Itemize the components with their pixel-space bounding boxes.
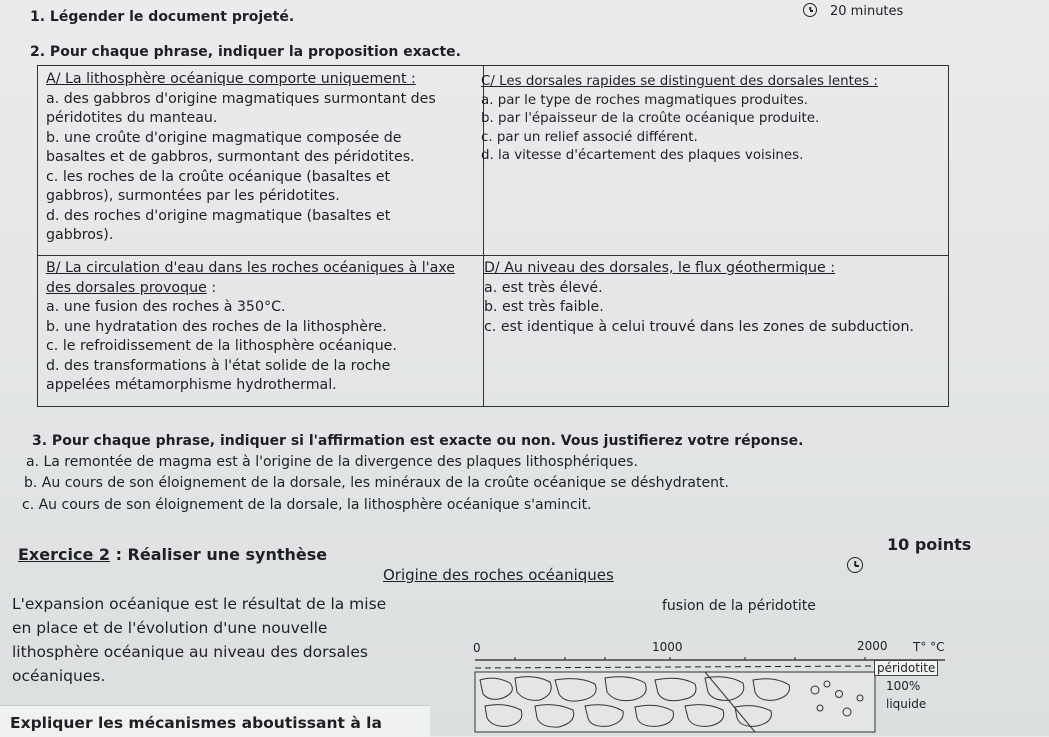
- table-divider-horizontal: [37, 255, 949, 256]
- cell-c-line: b. par l'épaisseur de la croûte océanique produite.: [481, 111, 820, 126]
- cell-b-line: b. une hydratation des roches de la lithosphère.: [46, 318, 387, 335]
- cell-c-line: c. par un relief associé différent.: [481, 129, 698, 145]
- cell-a-line: c. les roches de la croûte océanique (basaltes et: [46, 168, 391, 185]
- cell-b-line: c. le refroidissement de la lithosphère océanique.: [46, 338, 397, 354]
- cell-c-title: C/ Les dorsales rapides se distinguent des dorsales lentes :: [481, 74, 878, 89]
- cell-d-line: c. est identique à celui trouvé dans les zones de subduction.: [484, 318, 914, 335]
- cell-b-line: a. une fusion des roches à 350°C.: [46, 299, 286, 315]
- cell-a-line: b. une croûte d'origine magmatique composée de: [46, 129, 402, 146]
- solidus-line: [475, 666, 875, 668]
- cell-b-title-2-suffix: :: [206, 279, 217, 296]
- diagram-title: fusion de la péridotite: [662, 598, 816, 614]
- question-3-item: a. La remontée de magma est à l'origine de la divergence des plaques lithosphériques.: [26, 454, 638, 470]
- intro-line: océaniques.: [12, 667, 106, 685]
- exercise-2-label: Exercice 2: [18, 545, 110, 564]
- question-3-item: b. Au cours de son éloignement de la dorsale, les minéraux de la croûte océanique se déshydratent.: [24, 475, 729, 491]
- peridotite-band: [475, 672, 875, 732]
- cell-a-line: péridotites du manteau.: [46, 110, 218, 126]
- clock-icon: [803, 3, 817, 17]
- question-2-title: 2. Pour chaque phrase, indiquer la proposition exacte.: [30, 44, 461, 60]
- axis-unit: T° °C: [913, 640, 945, 654]
- explain-prompt: Expliquer les mécanismes aboutissant à la: [10, 714, 382, 732]
- cell-a-line: gabbros), surmontées par les péridotites.: [46, 188, 340, 204]
- exercise-2-title: [18, 545, 327, 564]
- clock-icon: [847, 557, 863, 573]
- cell-c: [481, 73, 878, 166]
- cell-b-title-1: B/ La circulation d'eau dans les roches océaniques à l'axe: [46, 260, 456, 276]
- liquid-label: liquide: [886, 697, 927, 711]
- cell-b: [46, 259, 455, 396]
- intro-text: [12, 592, 386, 688]
- cell-d-line: b. est très faible.: [484, 299, 604, 315]
- intro-line: lithosphère océanique au niveau des dorsales: [12, 643, 368, 661]
- cell-b-line: d. des transformations à l'état solide de la roche: [46, 357, 391, 374]
- question-1: 1. Légender le document projeté.: [30, 9, 295, 25]
- axis-tick-1000: 1000: [652, 640, 683, 654]
- cell-c-line: a. par le type de roches magmatiques produites.: [481, 92, 809, 108]
- intro-line: en place et de l'évolution d'une nouvelle: [12, 619, 328, 637]
- cell-d-line: a. est très élevé.: [484, 279, 603, 296]
- cell-d-title: D/ Au niveau des dorsales, le flux géothermique :: [484, 260, 836, 276]
- cell-b-title-2: des dorsales provoque: [46, 279, 207, 296]
- time-limit: 20 minutes: [830, 4, 904, 19]
- cell-a-line: gabbros).: [46, 227, 114, 243]
- percent-label: 100%: [886, 679, 921, 693]
- cell-b-title-2-wrap: [46, 279, 455, 299]
- question-3-item: c. Au cours de son éloignement de la dorsale, la lithosphère océanique s'amincit.: [22, 497, 592, 513]
- cell-a-line: basaltes et de gabbros, surmontant des péridotites.: [46, 149, 415, 165]
- axis-tick-2000: 2000: [857, 639, 888, 653]
- axis-tick-0: 0: [473, 641, 481, 655]
- exercise-2-subtitle: : Réaliser une synthèse: [110, 545, 328, 564]
- cell-c-line: d. la vitesse d'écartement des plaques voisines.: [481, 148, 804, 163]
- peridotite-label: péridotite: [874, 660, 938, 676]
- synthesis-title: Origine des roches océaniques: [383, 566, 614, 584]
- cell-a-title: A/ La lithosphère océanique comporte uniquement :: [46, 71, 416, 87]
- cell-a-line: d. des roches d'origine magmatique (basaltes et: [46, 207, 391, 224]
- question-3-title: 3. Pour chaque phrase, indiquer si l'affirmation est exacte ou non. Vous justifierez votre réponse.: [32, 433, 804, 449]
- points-badge: 10 points: [887, 535, 972, 554]
- cell-a-line: a. des gabbros d'origine magmatiques surmontant des: [46, 90, 436, 107]
- cell-a: [46, 70, 436, 246]
- cell-d: [484, 259, 914, 337]
- cell-b-line: appelées métamorphisme hydrothermal.: [46, 377, 337, 393]
- intro-line: L'expansion océanique est le résultat de la mise: [12, 595, 387, 613]
